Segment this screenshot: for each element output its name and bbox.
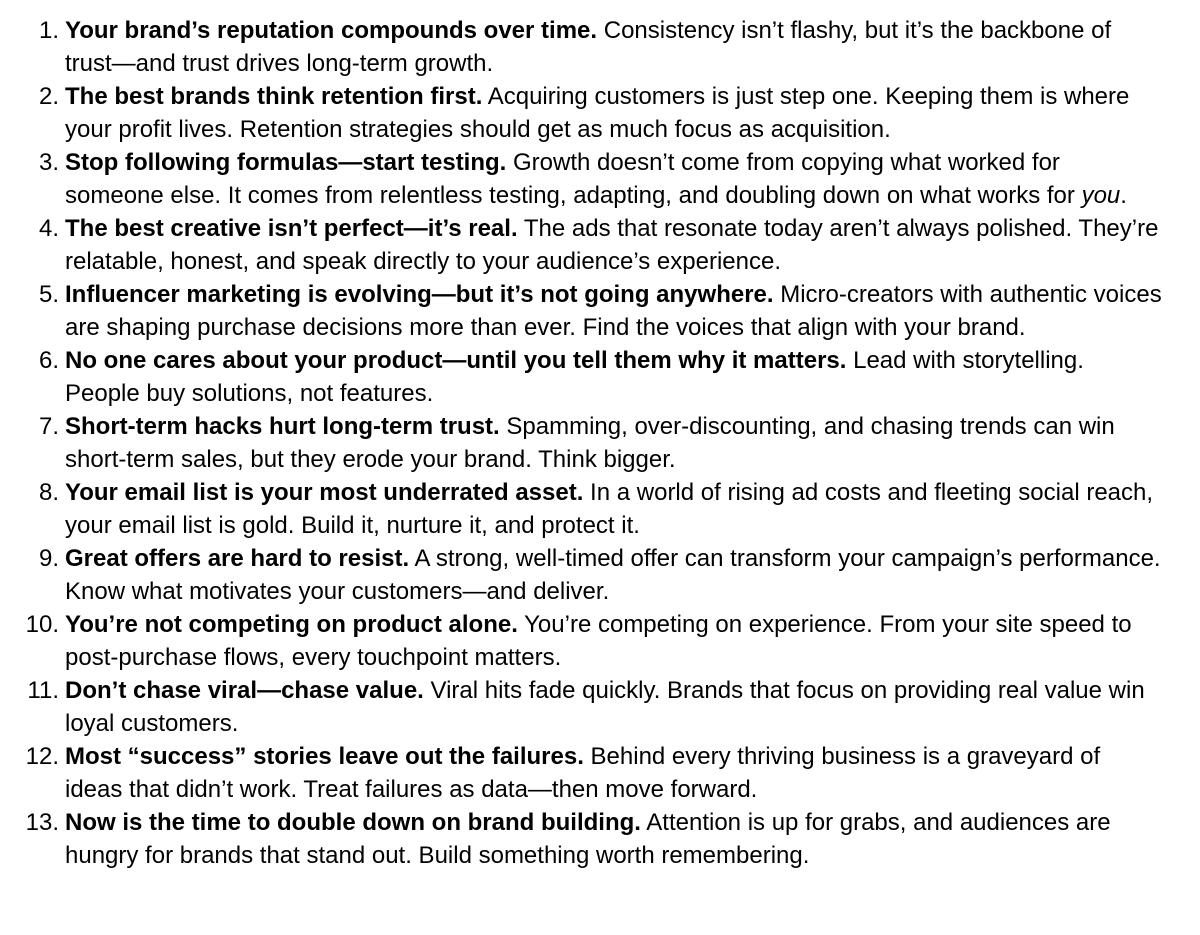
list-item-heading: Now is the time to double down on brand building.: [65, 809, 641, 836]
list-item-body: Acquiring customers is just step one. Keeping them is where your profit lives. Retention strategies should get as much focus as acquisition.: [65, 83, 1130, 143]
list-item-body: Spamming, over-discounting, and chasing trends can win short-term sales, but they erode your brand. Think bigger.: [65, 413, 1115, 473]
list-item: [0, 410, 1200, 476]
list-item: [0, 608, 1200, 674]
list-item-heading: Great offers are hard to resist.: [65, 545, 410, 572]
list-item-body: Behind every thriving business is a graveyard of ideas that didn’t work. Treat failures as data—then move forward.: [65, 743, 1101, 803]
list-item: [0, 80, 1200, 146]
list-item: [0, 806, 1200, 872]
list-item-body: Consistency isn’t flashy, but it’s the backbone of trust—and trust drives long-term growth.: [65, 17, 1112, 77]
list-item-number: 4.: [38, 215, 59, 242]
list-item-number: 7.: [38, 413, 59, 440]
list-item-heading: Your email list is your most underrated asset.: [65, 479, 584, 506]
list-item-heading: Most “success” stories leave out the failures.: [65, 743, 584, 770]
list-item-heading: Short-term hacks hurt long-term trust.: [65, 413, 500, 440]
list-item: [0, 146, 1200, 212]
list-item-heading: You’re not competing on product alone.: [65, 611, 518, 638]
numbered-list: [0, 14, 1200, 872]
list-item-heading: No one cares about your product—until you tell them why it matters.: [65, 347, 847, 374]
list-item-number: 3.: [38, 149, 59, 176]
list-item-number: 5.: [38, 281, 59, 308]
list-item-heading: Don’t chase viral—chase value.: [65, 677, 424, 704]
list-item-body: Attention is up for grabs, and audiences are hungry for brands that stand out. Build something worth remembering.: [65, 809, 1111, 869]
list-item-heading: Stop following formulas—start testing.: [65, 149, 507, 176]
list-item-number: 1.: [38, 17, 59, 44]
list-item: [0, 740, 1200, 806]
list-item: [0, 278, 1200, 344]
list-item-body: A strong, well-timed offer can transform your campaign’s performance. Know what motivates your customers—and deliver.: [65, 545, 1161, 605]
list-item-heading: The best brands think retention first.: [65, 83, 483, 110]
list-item: [0, 344, 1200, 410]
list-item-number: 11.: [27, 677, 59, 704]
list-item-number: 13.: [25, 809, 59, 836]
list-item-heading: The best creative isn’t perfect—it’s real.: [65, 215, 518, 242]
list-item: [0, 14, 1200, 80]
list-item-body: In a world of rising ad costs and fleeting social reach, your email list is gold. Build it, nurture it, and protect it.: [65, 479, 1154, 539]
list-item-heading: Influencer marketing is evolving—but it’s not going anywhere.: [65, 281, 774, 308]
list-item-body: You’re competing on experience. From your site speed to post-purchase flows, every touchpoint matters.: [65, 611, 1132, 671]
list-item-number: 6.: [38, 347, 59, 374]
list-item: [0, 674, 1200, 740]
list-item-number: 12.: [25, 743, 59, 770]
list-item-heading: Your brand’s reputation compounds over time.: [65, 17, 598, 44]
list-item-tail: .: [1120, 182, 1127, 209]
list-item-body: Micro-creators with authentic voices are shaping purchase decisions more than ever. Find the voices that align with your brand.: [65, 281, 1162, 341]
list-item-body: Viral hits fade quickly. Brands that focus on providing real value win loyal customers.: [65, 677, 1145, 737]
list-item-body: Lead with storytelling. People buy solutions, not features.: [65, 347, 1084, 407]
list-item: [0, 212, 1200, 278]
list-item: [0, 542, 1200, 608]
list-item-body: The ads that resonate today aren’t always polished. They’re relatable, honest, and speak directly to your audience’s experience.: [65, 215, 1159, 275]
list-item-number: 9.: [38, 545, 59, 572]
list-item: [0, 476, 1200, 542]
list-item-number: 2.: [38, 83, 59, 110]
list-item-number: 10.: [25, 611, 59, 638]
list-item-number: 8.: [38, 479, 59, 506]
list-item-emphasis: you: [1081, 182, 1121, 209]
list-item-body: Growth doesn’t come from copying what worked for someone else. It comes from relentless testing, adapting, and doubling down on what works for: [65, 149, 1082, 209]
